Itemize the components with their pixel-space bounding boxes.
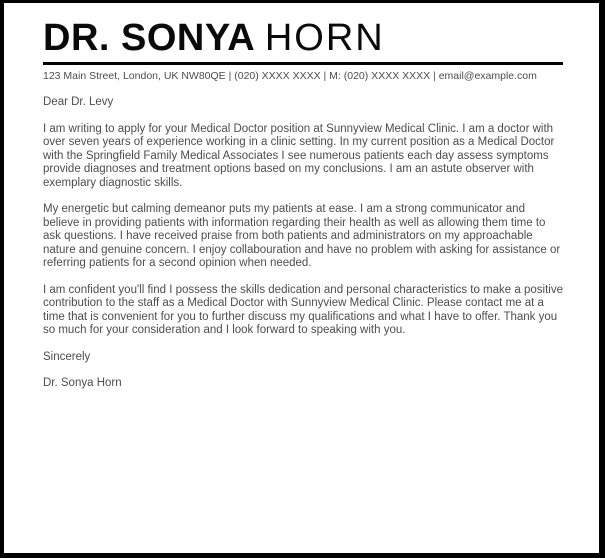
closing: Sincerely xyxy=(43,350,91,363)
salutation: Dear Dr. Levy xyxy=(43,96,114,108)
letter-paragraph: My energetic but calming demeanor puts my patients at ease. I am a strong communicator and believe in providing patients with information regarding their health as well as allowing them time to ask questions. I have received praise from both patients and administrators on my approachable nature and genuine concern. I enjoy collabouration and have no problem with asking for assistance or referring patients for a second opinion when needed. xyxy=(43,203,561,269)
letter-author-name xyxy=(43,18,563,58)
author-name-secondary: HORN xyxy=(264,17,385,59)
author-name-primary: DR. SONYA xyxy=(43,17,254,59)
letter-paragraph: I am confident you'll find I possess the skills dedication and personal characteristics to make a positive contribution to the staff as a Medical Doctor with Sunnyview Medical Clinic. Please contact me at a time that is convenient for you to further discuss my qualifications and what I have to offer. Thank you so much for your consideration and I look forward to speaking with you. xyxy=(43,283,563,336)
contact-info: 123 Main Street, London, UK NW80QE | (020) XXXX XXXX | M: (020) XXXX XXXX | email@example.com xyxy=(43,70,537,82)
letter-header xyxy=(43,18,563,82)
signature: Dr. Sonya Horn xyxy=(43,377,122,389)
letter-body xyxy=(43,96,563,391)
letter-paragraph: I am writing to apply for your Medical Doctor position at Sunnyview Medical Clinic. I am a doctor with over seven years of experience working in a clinic setting. In my current position as a Medical Doctor with the Springfield Family Medical Associates I see numerous patients each day assess symptoms provide diagnoses and treatment options based on my conclusions. I am an astute observer with exemplary diagnostic skills. xyxy=(43,122,555,189)
header-divider xyxy=(43,62,563,65)
cover-letter-document xyxy=(4,3,599,391)
